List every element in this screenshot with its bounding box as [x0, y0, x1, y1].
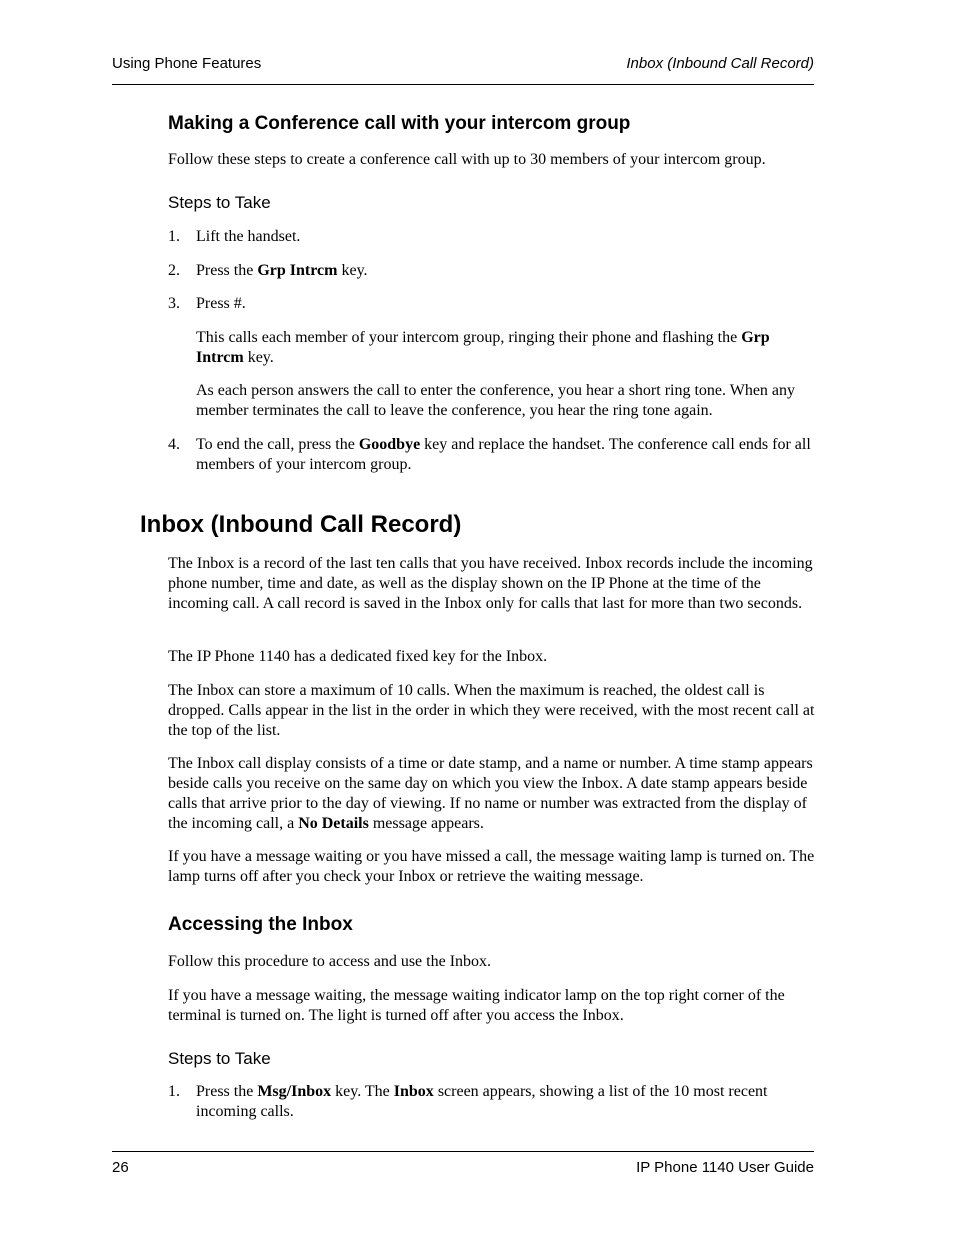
message-name: No Details: [298, 815, 369, 832]
key-name: Grp Intrcm: [257, 262, 338, 279]
screen-name: Inbox: [393, 1083, 434, 1100]
paragraph: The Inbox call display consists of a time or date stamp, and a name or number. A time stamp appears beside calls you receive on the same day on which you view the Inbox. A date stamp appears beside calls that arrive prior to the day of viewing. If no name or number was extracted from the display of the incoming call, a No Details message appears.: [168, 755, 813, 832]
paragraph: The Inbox is a record of the last ten calls that you have received. Inbox records include the incoming phone number, time and date, as well as the display shown on the IP Phone at the time of the incoming call. A call record is saved in the Inbox only for calls that last for more than two seconds.: [168, 555, 813, 612]
section-intro-conference: Follow these steps to create a conference call with up to 30 members of your intercom group.: [168, 151, 766, 168]
step-text: Press #.: [196, 295, 246, 312]
guide-title: IP Phone 1140 User Guide: [636, 1159, 814, 1176]
step-text: To end the call, press the Goodbye key and replace the handset. The conference call ends for all members of your intercom group.: [196, 436, 811, 473]
step-note: As each person answers the call to enter the conference, you hear a short ring tone. When any member terminates the call to leave the conference, you hear the ring tone again.: [196, 382, 796, 419]
step-text: Lift the handset.: [196, 228, 301, 245]
paragraph: The Inbox can store a maximum of 10 calls. When the maximum is reached, the oldest call is dropped. Calls appear in the list in the order in which they were received, with the most recent call at the top of the list.: [168, 682, 815, 739]
header-chapter: Using Phone Features: [112, 55, 262, 72]
paragraph: If you have a message waiting, the message waiting indicator lamp on the top right corner of the terminal is turned on. The light is turned off after you access the Inbox.: [168, 987, 785, 1024]
paragraph: The IP Phone 1140 has a dedicated fixed key for the Inbox.: [168, 648, 548, 665]
paragraph: If you have a message waiting or you have missed a call, the message waiting lamp is turned on. The lamp turns off after you check your Inbox or retrieve the waiting message.: [168, 848, 815, 885]
step-number: 1.: [168, 1083, 180, 1100]
step-number: 3.: [168, 295, 180, 312]
key-name: Goodbye: [358, 436, 421, 453]
paragraph: Follow this procedure to access and use the Inbox.: [168, 953, 492, 970]
header-rule: [112, 84, 814, 85]
header-section: Inbox (Inbound Call Record): [626, 55, 814, 72]
step-text: Press the Msg/Inbox key. The Inbox screen appears, showing a list of the 10 most recent incoming calls.: [196, 1083, 768, 1120]
step-note: This calls each member of your intercom group, ringing their phone and flashing the Grp Intrcm key.: [196, 329, 770, 366]
step-number: 2.: [168, 262, 180, 279]
footer-rule: [112, 1151, 814, 1152]
step-number: 1.: [168, 228, 180, 245]
steps-heading: Steps to Take: [168, 1049, 271, 1068]
step-number: 4.: [168, 436, 180, 453]
section-title-accessing-inbox: Accessing the Inbox: [168, 914, 353, 935]
key-name: Msg/Inbox: [257, 1083, 332, 1100]
page-number: 26: [112, 1159, 129, 1176]
step-text: Press the Grp Intrcm key.: [196, 262, 368, 279]
steps-heading: Steps to Take: [168, 193, 271, 212]
section-title-inbox: Inbox (Inbound Call Record): [140, 511, 462, 538]
key-name: Grp Intrcm: [196, 329, 770, 366]
section-title-conference: Making a Conference call with your intercom group: [168, 113, 631, 134]
